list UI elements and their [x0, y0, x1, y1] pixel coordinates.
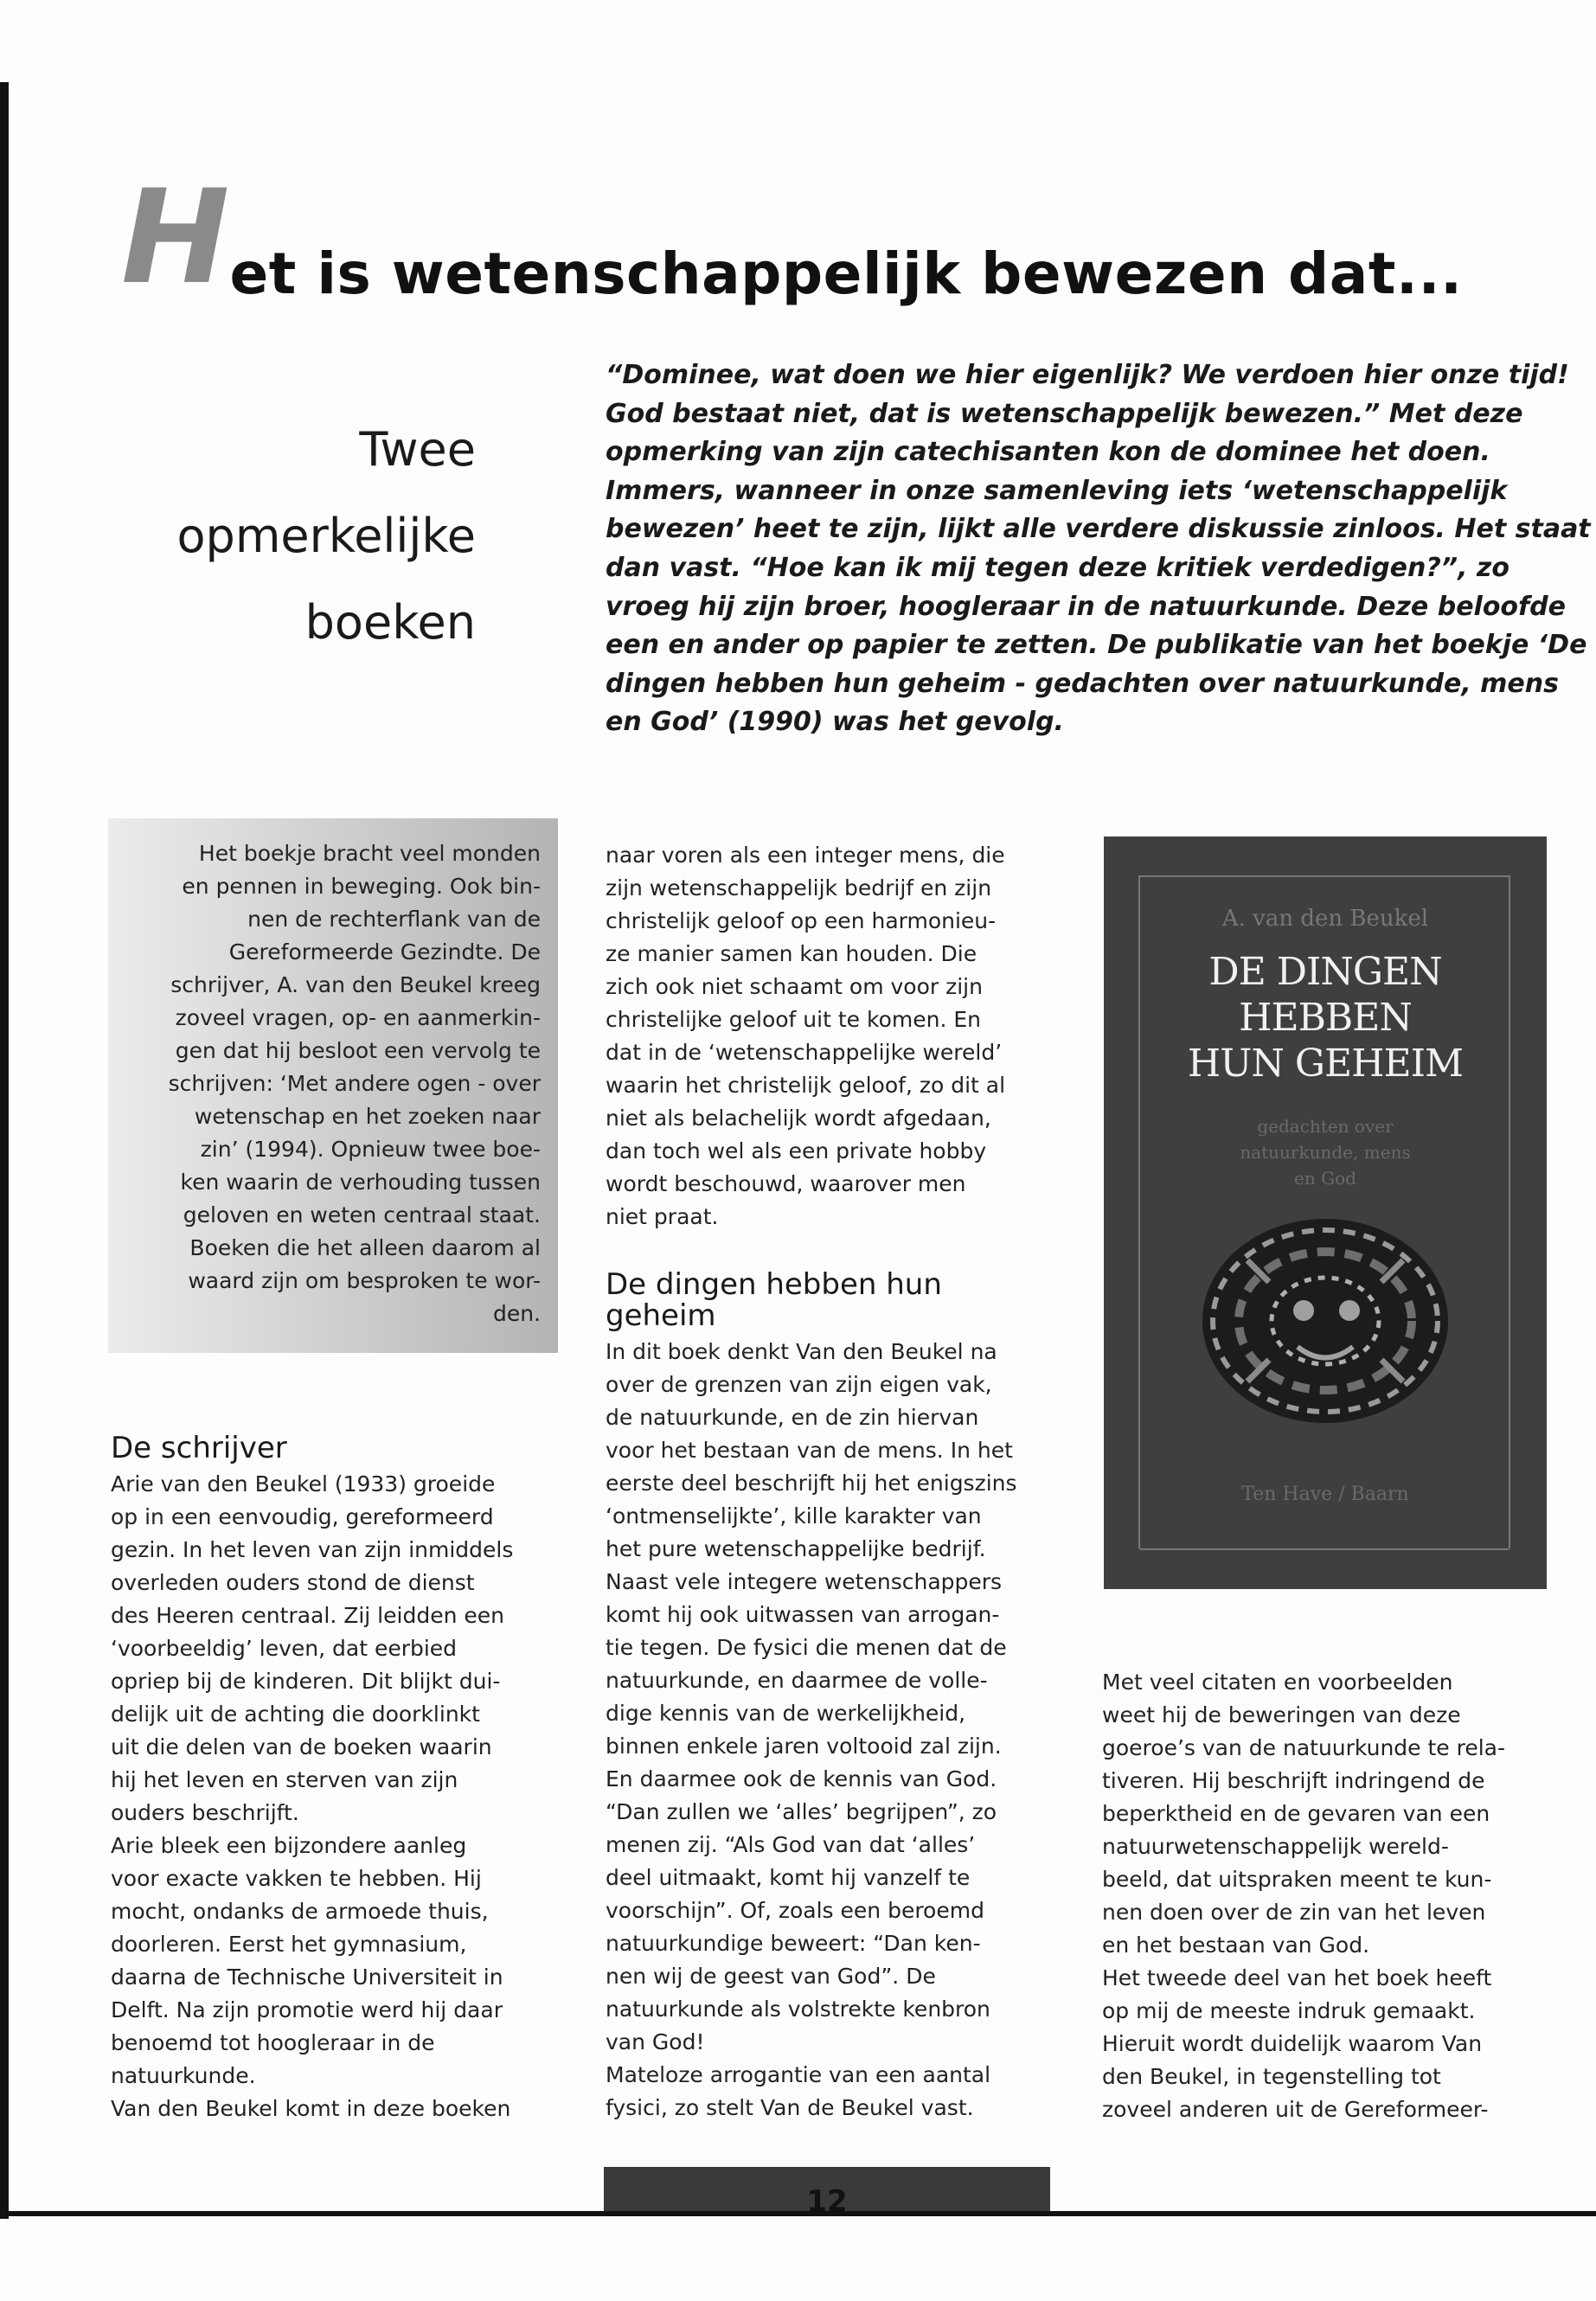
column-line: daarna de Technische Universiteit in	[111, 1965, 503, 1990]
cover-ornament-image	[1195, 1208, 1455, 1433]
column-line: dige kennis van de werkelijkheid,	[606, 1701, 966, 1726]
article-title	[121, 163, 1463, 313]
intro-line: God bestaat niet, dat is wetenschappelijk bewezen.” Met deze	[606, 398, 1523, 429]
column-line: des Heeren centraal. Zij leidden een	[111, 1603, 504, 1628]
column-line: benoemd tot hoogleraar in de	[111, 2030, 435, 2055]
intro-line: dan vast. “Hoe kan ik mij tegen deze kritiek verdedigen?”, zo	[606, 552, 1510, 583]
column-line: op in een eenvoudig, gereformeerd	[111, 1504, 494, 1529]
column-line: nen doen over de zin van het leven	[1102, 1900, 1486, 1925]
column-line: op mij de meeste indruk gemaakt.	[1102, 1998, 1476, 2023]
column-line: hij het leven en sterven van zijn	[111, 1767, 458, 1792]
cover-title	[1104, 949, 1547, 1086]
column-line: over de grenzen van zijn eigen vak,	[606, 1372, 992, 1397]
column-line: Van den Beukel komt in deze boeken	[111, 2096, 511, 2121]
intro-paragraph	[606, 356, 1591, 742]
column-line: “Dan zullen we ‘alles’ begrijpen”, zo	[606, 1799, 997, 1824]
column-line: ouders beschrijft.	[111, 1800, 299, 1825]
column-line: doorleren. Eerst het gymnasium,	[111, 1932, 467, 1957]
column-line: nen wij de geest van God”. De	[606, 1964, 936, 1989]
column-line: delijk uit de achting die doorklinkt	[111, 1702, 480, 1727]
intro-line: vroeg hij zijn broer, hoogleraar in de natuurkunde. Deze beloofde	[606, 591, 1566, 622]
intro-line: en God’ (1990) was het gevolg.	[606, 707, 1064, 738]
intro-line: opmerking van zijn catechisanten kon de dominee het doen.	[606, 437, 1490, 468]
column-line: de natuurkunde, en de zin hiervan	[606, 1405, 979, 1430]
subtitle-line: Twee	[359, 422, 476, 477]
scan-edge-left	[0, 82, 9, 2219]
column-line: uit die delen van de boeken waarin	[111, 1734, 492, 1759]
column-line: binnen enkele jaren voltooid zal zijn.	[606, 1734, 1002, 1759]
column-line: fysici, zo stelt Van de Beukel vast.	[606, 2095, 974, 2120]
column-line: gezin. In het leven van zijn inmiddels	[111, 1537, 514, 1562]
sidebar-line: en pennen in beweging. Ook bin-	[182, 874, 541, 899]
column-line: natuurkunde.	[111, 2063, 256, 2088]
article-subtitle	[112, 407, 476, 666]
cover-subtitle-line: gedachten over	[1257, 1116, 1394, 1137]
column-2-text	[606, 1336, 1017, 2125]
column-line: beperktheid en de gevaren van een	[1102, 1801, 1490, 1826]
column-line: en het bestaan van God.	[1102, 1932, 1370, 1958]
sidebar-line: wetenschap en het zoeken naar	[194, 1104, 541, 1129]
intro-line: “Dominee, wat doen we hier eigenlijk? We verdoen hier onze tijd!	[606, 360, 1569, 390]
sidebar-text	[108, 837, 541, 1330]
column-line: Delft. Na zijn promotie werd hij daar	[111, 1997, 503, 2022]
heading-line: geheim	[606, 1298, 716, 1333]
column-line: Het tweede deel van het boek heeft	[1102, 1965, 1492, 1990]
subtitle-line: boeken	[304, 595, 476, 650]
sidebar-line: geloven en weten centraal staat.	[183, 1202, 541, 1227]
column-line: voor exacte vakken te hebben. Hij	[111, 1866, 482, 1891]
sidebar-line: Het boekje bracht veel monden	[198, 841, 541, 866]
cover-subtitle	[1104, 1113, 1547, 1191]
intro-line: een en ander op papier te zetten. De publikatie van het boekje ‘De	[606, 630, 1587, 661]
sidebar-line: zin’ (1994). Opnieuw twee boe-	[200, 1137, 541, 1162]
sidebar-line: den.	[492, 1301, 541, 1326]
cover-publisher: Ten Have / Baarn	[1241, 1484, 1409, 1505]
column-line: Mateloze arrogantie van een aantal	[606, 2062, 991, 2087]
column-line: Hieruit wordt duidelijk waarom Van	[1102, 2031, 1483, 2056]
column-line: Naast vele integere wetenschappers	[606, 1569, 1003, 1594]
page-number-tab	[604, 2167, 1050, 2219]
column-line: ‘ontmenselijkte’, kille karakter van	[606, 1503, 982, 1529]
intro-line: dingen hebben hun geheim - gedachten over natuurkunde, mens	[606, 668, 1559, 699]
column-line: voorschijn”. Of, zoals een beroemd	[606, 1898, 984, 1923]
column-line: zijn wetenschappelijk bedrijf en zijn	[606, 875, 992, 901]
intro-line: bewezen’ heet te zijn, lijkt alle verdere diskussie zinloos. Het staat	[606, 514, 1591, 545]
sidebar-line: schrijven: ‘Met andere ogen - over	[168, 1071, 541, 1096]
section-heading-schrijver: De schrijver	[111, 1431, 287, 1465]
column-line: mocht, ondanks de armoede thuis,	[111, 1899, 489, 1924]
column-line: deel uitmaakt, komt hij vanzelf te	[606, 1865, 971, 1890]
column-line: christelijk geloof op een harmonieu-	[606, 908, 997, 933]
cover-author: A. van den Beukel	[1221, 906, 1429, 932]
column-line: In dit boek denkt Van den Beukel na	[606, 1339, 997, 1364]
column-line: het pure wetenschappelijke bedrijf.	[606, 1536, 986, 1561]
column-line: natuurkunde, en daarmee de volle-	[606, 1668, 988, 1693]
column-line: ‘voorbeeldig’ leven, dat eerbied	[111, 1636, 458, 1661]
sidebar-line: zoveel vragen, op- en aanmerkin-	[175, 1005, 541, 1030]
column-line: Arie bleek een bijzondere aanleg	[111, 1833, 467, 1858]
column-line: weet hij de beweringen van deze	[1102, 1702, 1461, 1727]
column-line: ze manier samen kan houden. Die	[606, 941, 977, 966]
column-line: tie tegen. De fysici die menen dat de	[606, 1635, 1007, 1660]
column-line: zich ook niet schaamt om voor zijn	[606, 974, 983, 999]
sidebar-line: schrijver, A. van den Beukel kreeg	[170, 972, 541, 997]
title-text: et is wetenschappelijk bewezen dat...	[229, 240, 1463, 307]
sidebar-line: ken waarin de verhouding tussen	[180, 1170, 541, 1195]
page-number: 12	[806, 2184, 848, 2219]
column-line: menen zij. “Als God van dat ‘alles’	[606, 1832, 976, 1857]
column-line: komt hij ook uitwassen van arrogan-	[606, 1602, 1000, 1627]
title-dropcap: H	[121, 163, 230, 313]
column-line: opriep bij de kinderen. Dit blijkt dui-	[111, 1669, 501, 1694]
column-line: voor het bestaan van de mens. In het	[606, 1438, 1013, 1463]
column-line: waarin het christelijk geloof, zo dit al	[606, 1073, 1006, 1098]
column-line: christelijke geloof uit te komen. En	[606, 1007, 981, 1032]
column-line: eerste deel beschrijft hij het enigszins	[606, 1471, 1017, 1496]
column-line: tiveren. Hij beschrijft indringend de	[1102, 1768, 1485, 1793]
column-line: wordt beschouwd, waarover men	[606, 1171, 966, 1196]
cover-title-line: HUN GEHEIM	[1187, 1042, 1464, 1086]
intro-line: Immers, wanneer in onze samenleving iets ‘wetenschappelijk	[606, 475, 1508, 506]
column-line: dan toch wel als een private hobby	[606, 1138, 987, 1163]
sidebar-line: gen dat hij besloot een vervolg te	[175, 1038, 541, 1063]
column-1-text	[111, 1468, 513, 2125]
sidebar-line: Gereformeerde Gezindte. De	[228, 939, 541, 965]
column-line: En daarmee ook de kennis van God.	[606, 1766, 997, 1791]
cover-title-line: DE DINGEN	[1208, 950, 1442, 994]
sidebar-line: nen de rechterflank van de	[247, 907, 541, 932]
column-line: overleden ouders stond de dienst	[111, 1570, 475, 1595]
column-line: niet als belachelijk wordt afgedaan,	[606, 1106, 991, 1131]
subtitle-line: opmerkelijke	[176, 509, 476, 563]
column-line: niet praat.	[606, 1204, 719, 1229]
column-line: Met veel citaten en voorbeelden	[1102, 1670, 1453, 1695]
section-heading-dingen	[606, 1269, 942, 1331]
column-line: dat in de ‘wetenschappelijke wereld’	[606, 1040, 1003, 1065]
column-line: beeld, dat uitspraken meent te kun-	[1102, 1867, 1492, 1892]
column-3-text	[1102, 1666, 1505, 2126]
column-line: den Beukel, in tegenstelling tot	[1102, 2064, 1441, 2089]
column-line: natuurkundige beweert: “Dan ken-	[606, 1931, 981, 1956]
cover-title-line: HEBBEN	[1239, 996, 1412, 1040]
cover-subtitle-line: natuurkunde, mens	[1240, 1142, 1411, 1163]
column-line: van God!	[606, 2029, 705, 2054]
column-line: zoveel anderen uit de Gereformeer-	[1102, 2097, 1489, 2122]
column-line: naar voren als een integer mens, die	[606, 843, 1005, 868]
column-line: Arie van den Beukel (1933) groeide	[111, 1471, 496, 1497]
cover-subtitle-line: en God	[1294, 1168, 1356, 1189]
column-line: goeroe’s van de natuurkunde te rela-	[1102, 1735, 1506, 1760]
book-cover	[1104, 836, 1547, 1589]
column-2-top-text	[606, 839, 1005, 1234]
sidebar-line: Boeken die het alleen daarom al	[189, 1235, 541, 1260]
column-line: natuurwetenschappelijk wereld-	[1102, 1834, 1449, 1859]
column-line: natuurkunde als volstrekte kenbron	[606, 1997, 990, 2022]
heading-line: De dingen hebben hun	[606, 1267, 942, 1302]
sidebar-line: waard zijn om besproken te wor-	[188, 1268, 541, 1293]
